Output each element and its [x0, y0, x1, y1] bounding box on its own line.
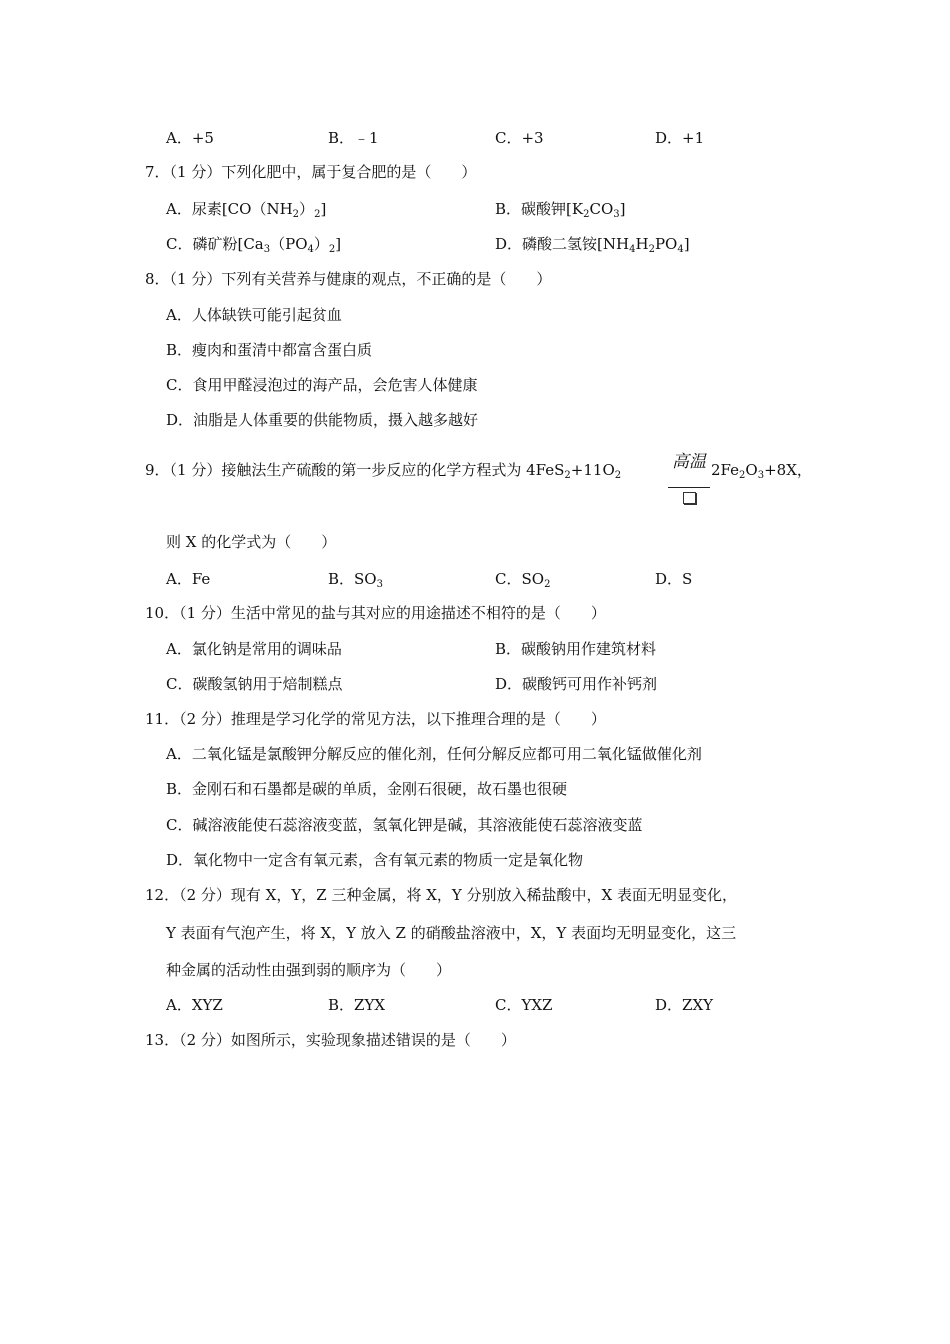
q11-option-d: D．氧化物中一定含有氧元素，含有氧元素的物质一定是氧化物: [166, 851, 584, 869]
q12-stem-line2: Y 表面有气泡产生，将 X，Y 放入 Z 的硝酸盐溶液中，X，Y 表面均无明显变化，这三: [166, 924, 737, 942]
q7-option-b: B．碳酸钾$[K_2CO_3]$: [495, 200, 626, 220]
q6-option-a: A．+5: [166, 129, 214, 147]
q8-option-a: A．人体缺铁可能引起贫血: [166, 306, 342, 324]
q9-option-b: B．$SO_3$: [328, 570, 383, 590]
q12-stem-line3: 种金属的活动性由强到弱的顺序为（ ）: [166, 961, 452, 979]
q9-option-a: A．Fe: [166, 570, 211, 588]
q9-option-d: D．S: [655, 570, 693, 588]
q8-option-d: D．油脂是人体重要的供能物质，摄入越多越好: [166, 411, 479, 429]
q12-option-a: A．XYZ: [166, 996, 223, 1014]
placeholder-box-icon: [683, 492, 696, 504]
q12-option-c: C．YXZ: [495, 996, 553, 1014]
q12-option-d: D．ZXY: [655, 996, 714, 1014]
q8-stem: 8．（1 分）下列有关营养与健康的观点，不正确的是（ ）: [145, 270, 552, 288]
q10-stem: 10．（1 分）生活中常见的盐与其对应的用途描述不相符的是（ ）: [145, 604, 606, 622]
q7-option-c: C．磷矿粉$[Ca_3(PO_4)_2]$: [166, 235, 342, 255]
q11-option-a: A．二氧化锰是氯酸钾分解反应的催化剂，任何分解反应都可用二氧化锰做催化剂: [166, 745, 702, 763]
q7-stem: 7．（1 分）下列化肥中，属于复合肥的是（ ）: [145, 163, 477, 181]
q7-option-a: A．尿素$[CO(NH_2)_2]$: [166, 200, 327, 220]
q10-option-b: B．碳酸钠用作建筑材料: [495, 640, 657, 658]
reaction-condition: 高温: [672, 452, 706, 472]
q8-option-b: B．瘦肉和蛋清中都富含蛋白质: [166, 341, 373, 359]
q6-option-c: C．+3: [495, 129, 544, 147]
q8-option-c: C．食用甲醛浸泡过的海产品，会危害人体健康: [166, 376, 478, 394]
q9-stem-continued: 则 X 的化学式为（ ）: [166, 533, 337, 551]
q6-option-b: B．﹣1: [328, 129, 379, 147]
q7-option-d: D．磷酸二氢铵$[NH_4H_2PO_4]$: [495, 235, 690, 255]
q11-option-c: C．碱溶液能使石蕊溶液变蓝，氢氧化钾是碱，其溶液能使石蕊溶液变蓝: [166, 816, 643, 834]
q11-stem: 11．（2 分）推理是学习化学的常见方法，以下推理合理的是（ ）: [145, 710, 606, 728]
q10-option-a: A．氯化钠是常用的调味品: [166, 640, 342, 658]
q9-option-c: C．$SO_2$: [495, 570, 551, 590]
q10-option-c: C．碳酸氢钠用于焙制糕点: [166, 675, 343, 693]
q12-option-b: B．ZYX: [328, 996, 386, 1014]
q9-stem: 9．（1 分）接触法生产硫酸的第一步反应的化学方程式为 $4FeS_2+11O_2$: [145, 461, 622, 481]
q13-stem: 13．（2 分）如图所示，实验现象描述错误的是（ ）: [145, 1031, 516, 1049]
q6-option-d: D．+1: [655, 129, 705, 147]
q11-option-b: B．金刚石和石墨都是碳的单质，金刚石很硬，故石墨也很硬: [166, 780, 568, 798]
reaction-arrow: [668, 487, 710, 488]
q10-option-d: D．碳酸钙可用作补钙剂: [495, 675, 658, 693]
q9-equation-products: $2Fe_2O_3+8X$，: [711, 461, 812, 481]
q12-stem-line1: 12．（2 分）现有 X，Y，Z 三种金属，将 X，Y 分别放入稀盐酸中，X 表面无明显变化，: [145, 886, 738, 904]
